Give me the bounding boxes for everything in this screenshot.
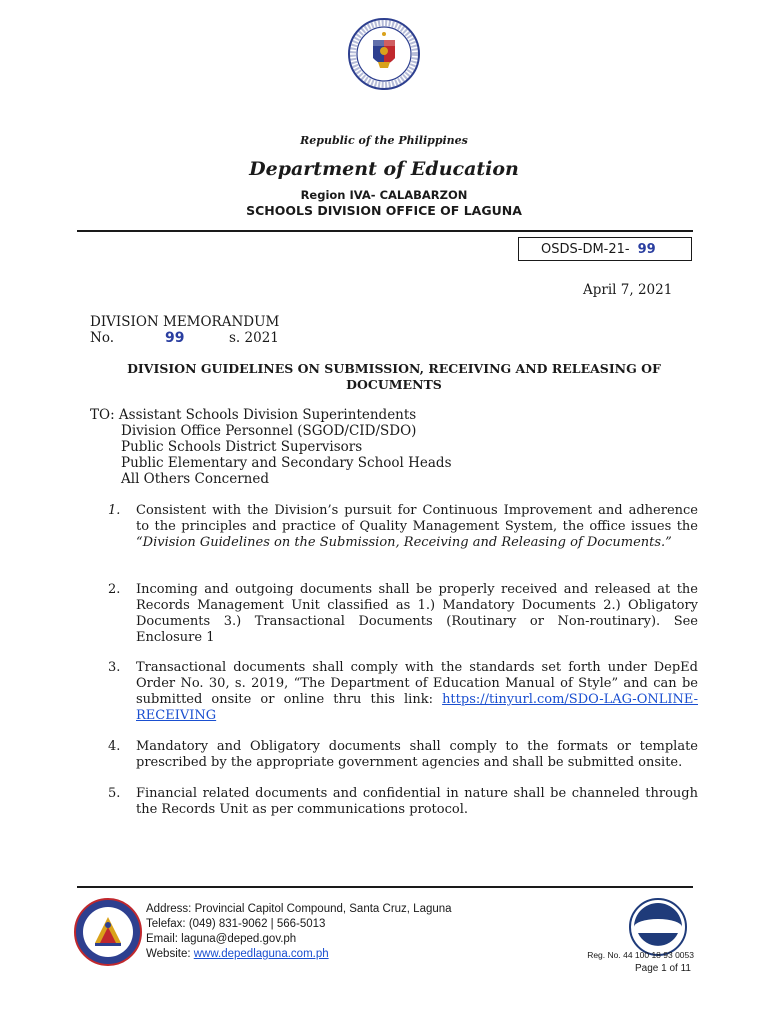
footer-address: Address: Provincial Capitol Compound, Santa Cruz, Laguna: [146, 903, 452, 915]
guideline-item: [108, 739, 698, 771]
item-text: Transactional documents shall comply with the standards set forth under DepEd Order No. 30, s. 2019, “The Department of Education Manual of Style” and can be submitted onsite or online thru this link:: [136, 660, 698, 707]
footer-divider: [77, 886, 693, 888]
memo-number: 99: [165, 330, 185, 346]
recipient: Public Elementary and Secondary School Heads: [121, 455, 452, 471]
item-text: Incoming and outgoing documents shall be properly received and released at the Records Management Unit classified as 1.) Mandatory Documents 2.) Obligatory Documents 3.) Transactional Documents (Routinary or Non-routinary). See Enclosure 1: [136, 582, 698, 645]
guideline-item: [108, 503, 698, 551]
reference-code-number: 99: [637, 241, 656, 257]
reference-code-prefix: OSDS-DM-21-: [541, 241, 630, 257]
office-heading: SCHOOLS DIVISION OFFICE OF LAGUNA: [246, 203, 522, 218]
reference-code-box: [518, 237, 692, 261]
registration-number: Reg. No. 44 100 18 93 0053: [587, 950, 694, 960]
footer-contact: [146, 902, 452, 962]
region-heading: Region IVA- CALABARZON: [300, 188, 468, 202]
item-number: 3.: [108, 660, 121, 675]
item-number: 4.: [108, 739, 121, 754]
memo-label: DIVISION MEMORANDUM: [90, 314, 280, 330]
memo-no-label: No.: [90, 330, 114, 346]
item-text: Financial related documents and confidential in nature shall be channeled through the Records Unit as per communications protocol.: [136, 786, 698, 817]
recipient: Public Schools District Supervisors: [121, 439, 363, 455]
item-text: Mandatory and Obligatory documents shall comply to the formats or template prescribed by the appropriate government agencies and shall be submitted onsite.: [136, 739, 698, 770]
item-text: Consistent with the Division’s pursuit for Continuous Improvement and adherence to the principles and practice of Quality Management System, the office issues the: [136, 503, 698, 534]
guideline-item: [108, 660, 698, 724]
page-indicator: Page 1 of 11: [635, 963, 691, 974]
guideline-item: [108, 786, 698, 818]
department-heading: Department of Education: [249, 158, 519, 180]
guideline-item: [108, 582, 698, 646]
recipients-block: [90, 407, 452, 487]
memo-series: s. 2021: [229, 330, 279, 346]
recipient: Division Office Personnel (SGOD/CID/SDO): [121, 423, 417, 439]
memo-title: [104, 361, 684, 393]
header-divider: [77, 230, 693, 232]
to-prefix: TO:: [90, 407, 119, 423]
memo-title-line-1: DIVISION GUIDELINES ON SUBMISSION, RECEIVING AND RELEASING OF: [127, 361, 661, 376]
item-italic-text: “Division Guidelines on the Submission, Receiving and Releasing of Documents.”: [136, 535, 672, 550]
recipient: Assistant Schools Division Superintendents: [118, 407, 417, 423]
footer-website-label: Website:: [146, 948, 194, 960]
republic-heading: Republic of the Philippines: [300, 134, 468, 147]
memo-date: April 7, 2021: [583, 282, 673, 298]
division-of-laguna-logo-icon: [73, 897, 143, 967]
item-number: 2.: [108, 582, 121, 597]
website-link[interactable]: www.depedlaguna.com.ph: [193, 948, 329, 960]
memo-title-line-2: DOCUMENTS: [346, 377, 442, 392]
item-number: 1.: [108, 503, 121, 518]
footer-email: Email: laguna@deped.gov.ph: [146, 933, 297, 945]
recipient: All Others Concerned: [121, 471, 270, 487]
tuv-nord-iso-logo-icon: [628, 897, 688, 957]
footer-telefax: Telefax: (049) 831-9062 | 566-5013: [146, 918, 326, 930]
item-number: 5.: [108, 786, 121, 801]
deped-seal-icon: [348, 18, 420, 90]
online-receiving-link[interactable]: https://tinyurl.com/SDO-LAG-ONLINE-RECEIVING: [136, 692, 698, 723]
